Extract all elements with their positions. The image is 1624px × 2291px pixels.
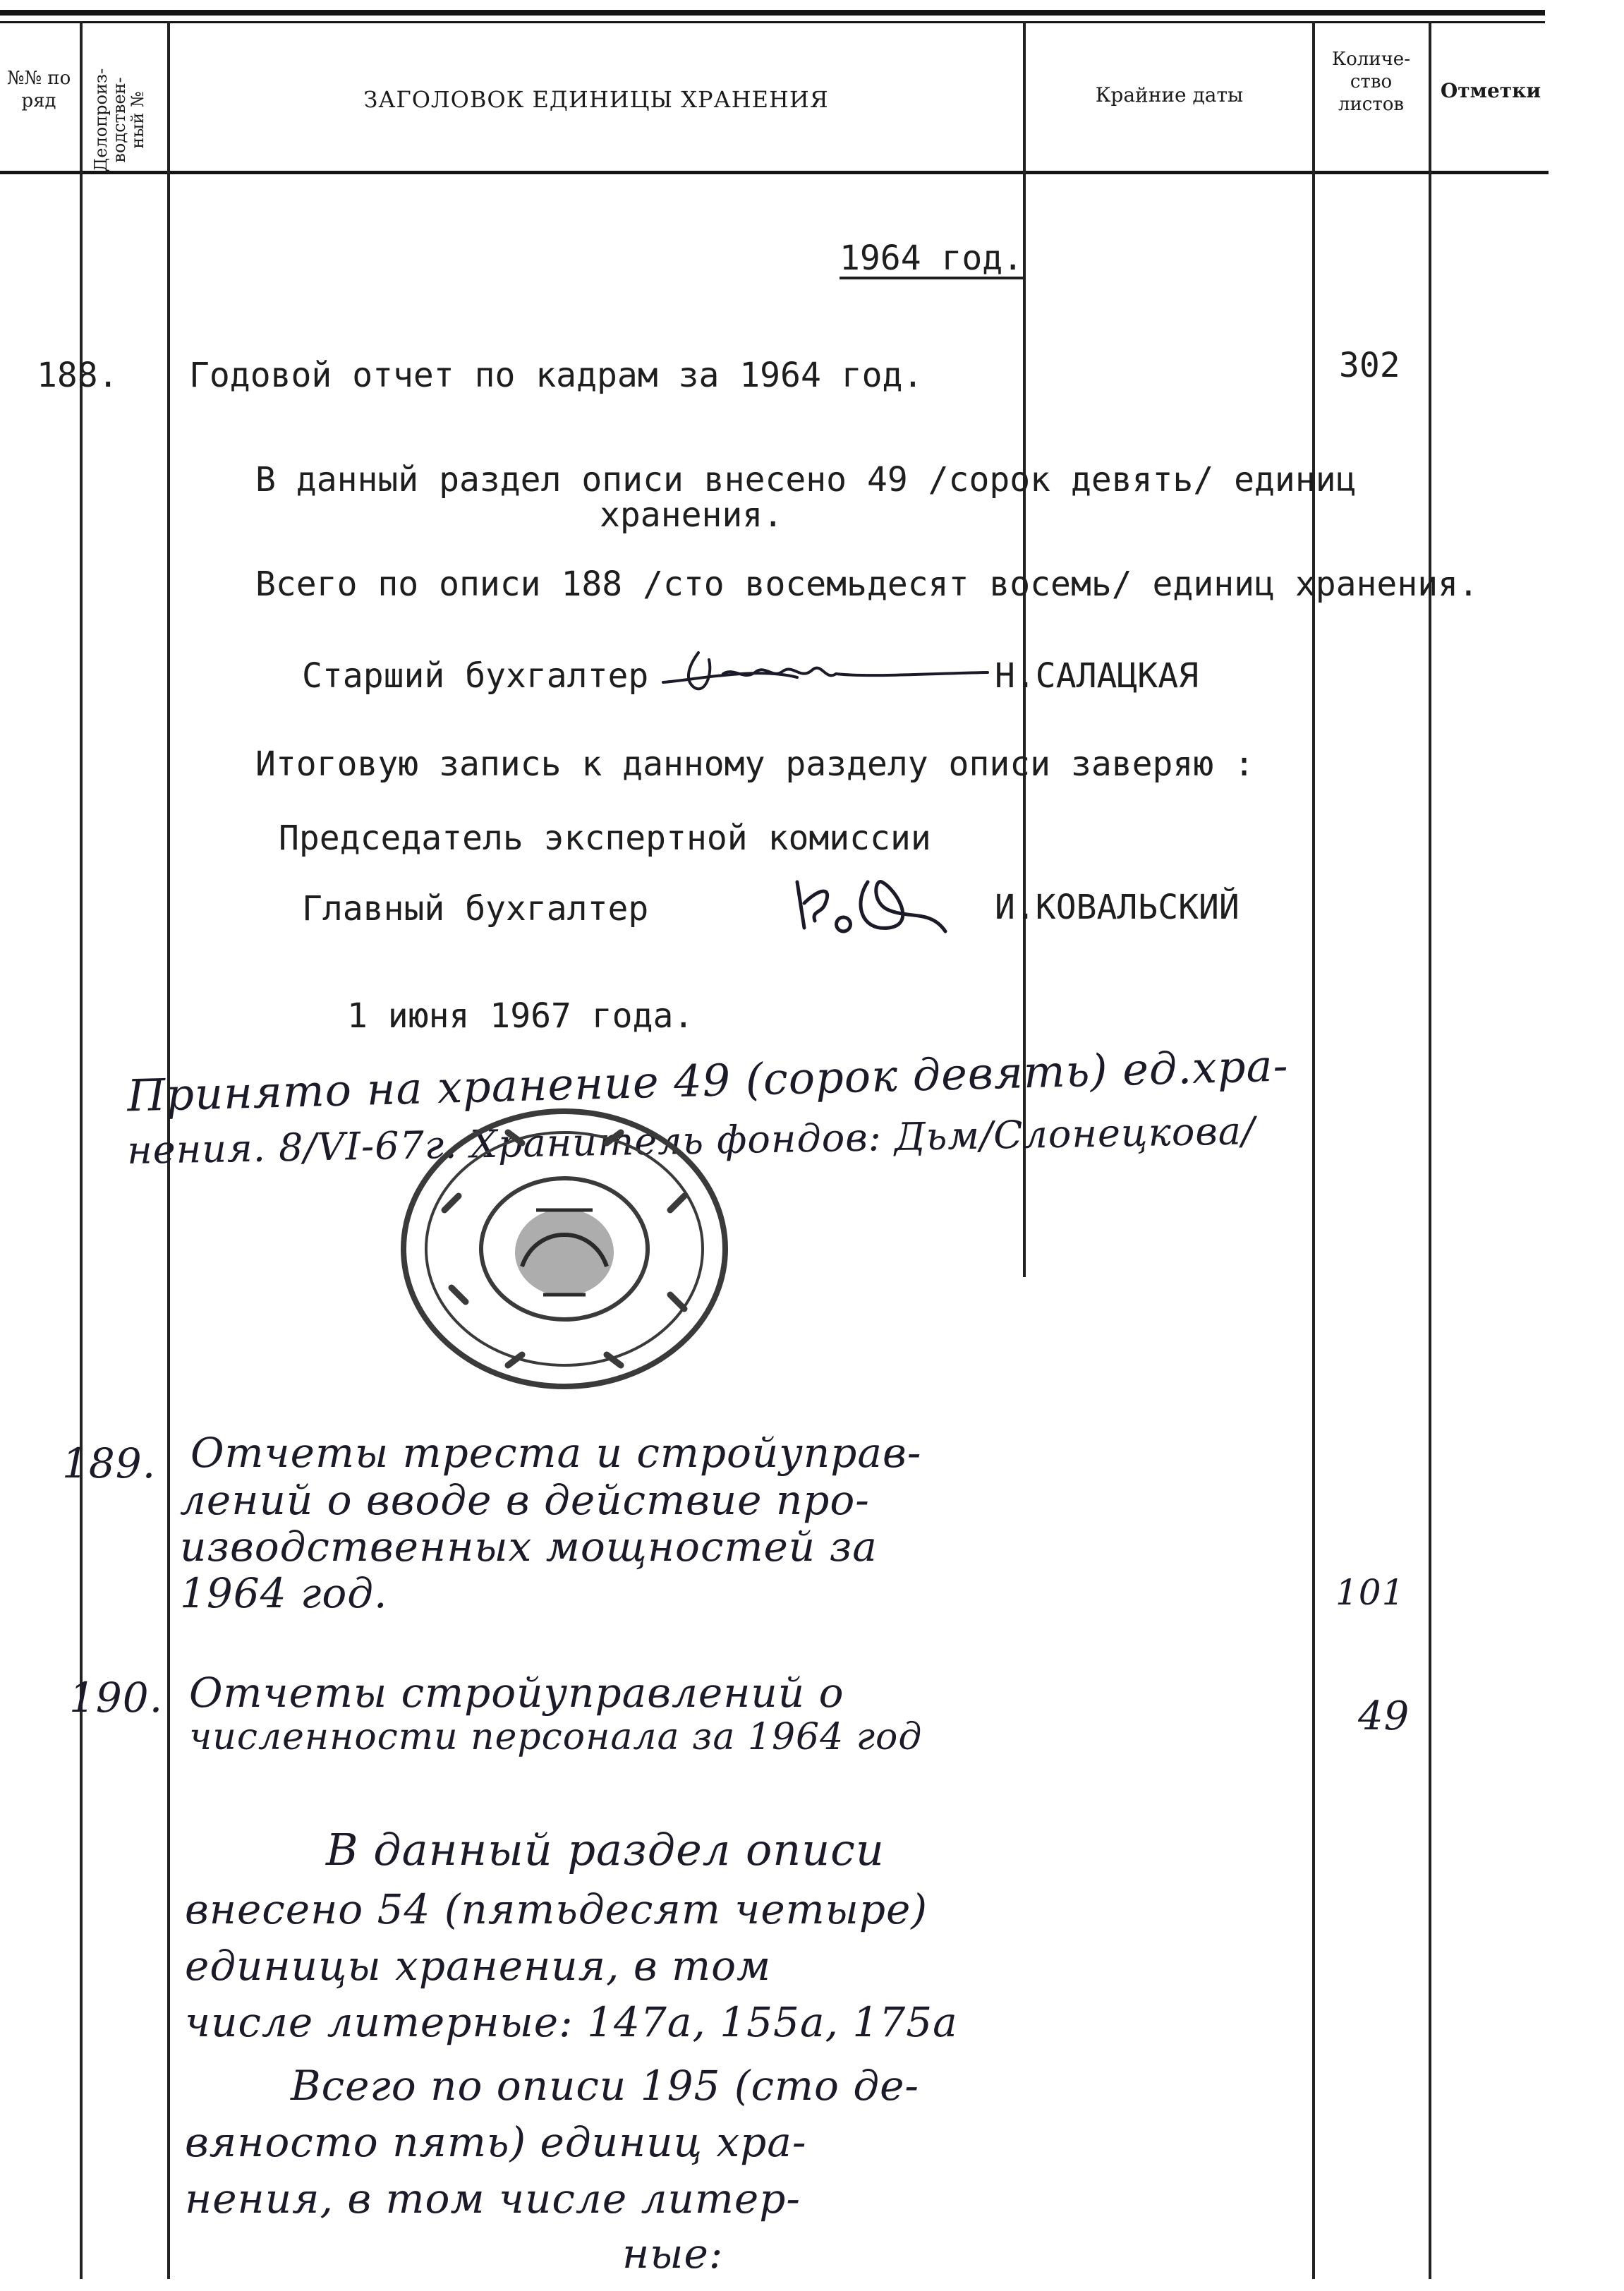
header-col-dates: Крайние даты [1095,83,1244,107]
section-summary-line2: хранения. [600,495,784,535]
acceptance-note-line2: нения. 8/VI-67г. Хранитель фондов: Дьм/Слонецкова/ [126,1108,1256,1173]
final-summary-line6: вяносто пять) единиц хра- [185,2118,807,2166]
expert-commission-chair-label: Председатель экспертной комиссии [279,818,931,858]
chief-accountant-name: И.КОВАЛЬСКИЙ [995,888,1240,927]
header-col-title: ЗАГОЛОВОК ЕДИНИЦЫ ХРАНЕНИЯ [363,86,829,113]
final-summary-line7: нения, в том числе литер- [185,2175,801,2223]
final-summary-line5: Всего по описи 195 (сто де- [291,2062,919,2110]
chief-accountant-signature [783,861,981,945]
header-col-num: №№ по ряд [6,68,71,111]
final-summary-line3: единицы хранения, в том [185,1942,772,1990]
header-col-office: Делопроиз- водствен- ный № [91,68,147,172]
header-col-count: Количе- ство листов [1332,49,1410,115]
row189-line4: 1964 год. [180,1569,388,1617]
col-line-5 [1429,21,1431,2279]
row190-sheet-count: 49 [1358,1693,1410,1739]
inventory-total-line: Всего по описи 188 /сто восемьдесят восемь/ единиц хранения. [255,564,1479,604]
row190-line1: Отчеты стройуправлений о [189,1669,844,1717]
row189-line1: Отчеты треста и стройуправ- [190,1429,922,1477]
final-summary-line1: В данный раздел описи [326,1824,885,1875]
header-bottom-rule [0,171,1549,174]
header-col-marks: Отметки [1440,79,1541,102]
col-line-4 [1312,21,1315,2279]
certification-line: Итоговую запись к данному разделу описи заверяю : [255,744,1255,784]
senior-accountant-signature [656,639,1002,702]
row188-sheet-count: 302 [1339,346,1400,385]
row189-number: 189. [62,1439,157,1487]
acceptance-note-line1: Принято на хранение 49 (сорок девять) ед.хра- [126,1039,1290,1122]
row189-line2: лений о вводе в действие про- [180,1476,870,1524]
senior-accountant-label: Старший бухгалтер [302,656,649,696]
row188-number: 188. [37,356,119,395]
top-rule [0,10,1545,16]
final-summary-line2: внесено 54 (пятьдесят четыре) [185,1885,928,1933]
row190-line2: численности персонала за 1964 год [189,1716,923,1758]
row190-number: 190. [69,1674,164,1722]
senior-accountant-name: Н.САЛАЦКАЯ [995,656,1199,696]
signing-date: 1 июня 1967 года. [347,996,694,1036]
row188-title: Годовой отчет по кадрам за 1964 год. [189,356,923,395]
final-summary-line4: числе литерные: 147а, 155а, 175а [185,1998,958,2046]
section-summary-line1: В данный раздел описи внесено 49 /сорок девять/ единиц [255,460,1357,500]
chief-accountant-label: Главный бухгалтер [302,889,649,929]
final-summary-line8: ные: [622,2230,724,2278]
archive-round-stamp [395,1104,734,1394]
year-heading: 1964 год. [840,238,1024,278]
row189-sheet-count: 101 [1335,1572,1405,1613]
row189-line3: изводственных мощностей за [180,1523,878,1571]
